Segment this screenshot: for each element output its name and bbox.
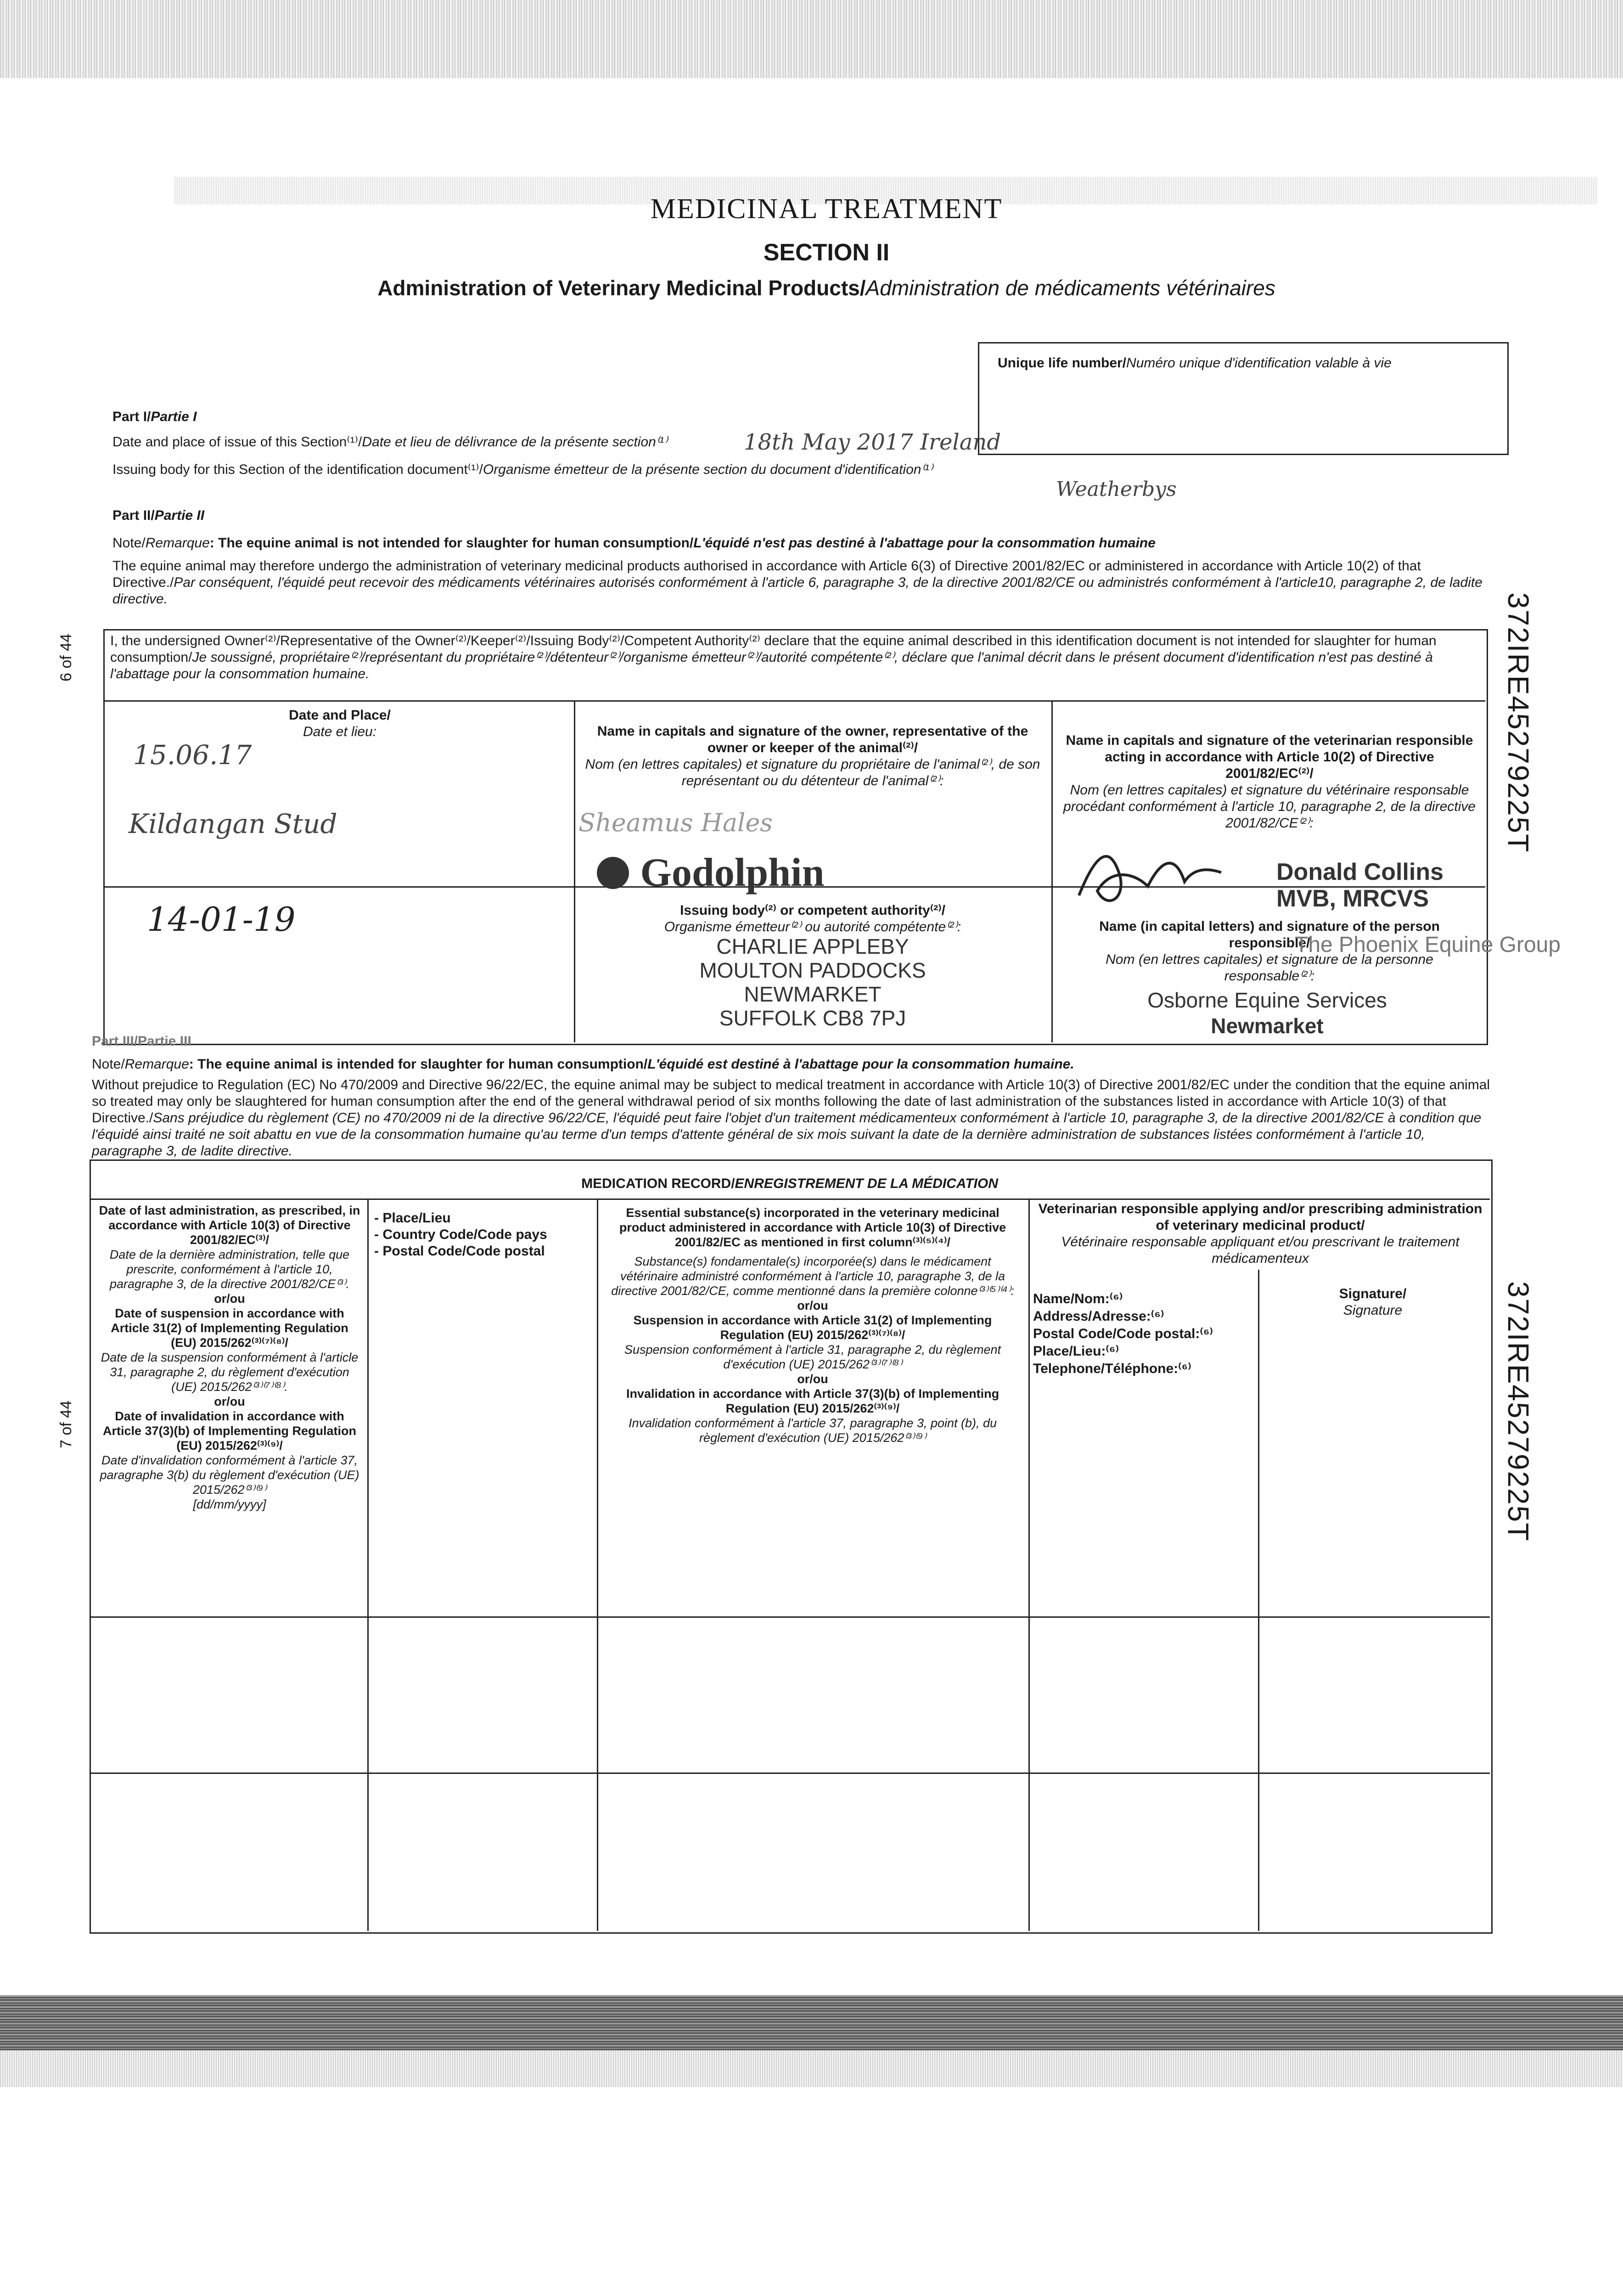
part2-heading	[112, 507, 204, 524]
part1-date-label-fr: Date et lieu de délivrance de la présente section⁽¹⁾	[362, 434, 668, 450]
col3-head-fr: Nom (en lettres capitales) et signature du vétérinaire responsable procédant conformément à l'article 10, paragraphe 2, de la directive 2001/82/CE⁽²⁾:	[1063, 782, 1476, 831]
part1-heading	[112, 409, 197, 425]
col1-handwritten-date: 15.06.17	[133, 739, 252, 771]
scan-noise-top	[0, 0, 1623, 78]
part2-para-fr: Par conséquent, l'équidé peut recevoir des médicaments vétérinaires autorisés conformément à l'article 6, paragraphe 3, de la directive 2001/82/CE ou administrés conformément à l'article10, paragraphe 2, de ladite directive.	[112, 575, 1483, 607]
part3-paragraph	[92, 1077, 1492, 1159]
ueln-margin-bottom: 372IRE45279225T	[1502, 1281, 1535, 1542]
c3-c-en: Invalidation in accordance with Article 37(3)(b) of Implementing Regulation (EU) 2015/262⁽³⁾⁽⁹⁾/	[626, 1387, 1000, 1415]
c3-or-2: or/ou	[797, 1372, 828, 1386]
col3-resp-en: Name (in capital letters) and signature of the person responsible/	[1099, 919, 1440, 951]
stamp-line-4: SUFFOLK CB8 7PJ	[719, 1006, 906, 1030]
vet-stamp	[1276, 859, 1443, 912]
c5-en: Signature/	[1339, 1286, 1407, 1301]
col3-head-en: Name in capitals and signature of the veterinarian responsible acting in accordance with Article 10(2) of Directive 2001/82/EC⁽²⁾/	[1066, 733, 1473, 781]
vet-name-label: Name/Nom:⁽⁶⁾	[1033, 1291, 1123, 1306]
medrecord-title-fr: ENREGISTREMENT DE LA MÉDICATION	[735, 1176, 998, 1191]
phoenix-stamp: The Phoenix Equine Group	[1295, 933, 1561, 957]
col2-owner-signature: Sheamus Hales	[578, 808, 773, 837]
page-number-7: 7 of 44	[57, 1401, 75, 1448]
part1-date-handwritten: 18th May 2017 Ireland	[744, 429, 1001, 455]
col2-issuing-label	[583, 902, 1042, 935]
col2-issuing-en: Issuing body⁽²⁾ or competent authority⁽²⁾/	[680, 903, 945, 918]
col2-head-fr: Nom (en lettres capitales) et signature du propriétaire de l'animal⁽²⁾, de son représentant ou du détenteur de l'animal⁽²⁾:	[585, 757, 1040, 788]
c1-or-2: or/ou	[214, 1395, 245, 1408]
vet-telephone-label: Telephone/Téléphone:⁽⁶⁾	[1033, 1361, 1191, 1376]
part3-note-en: Note/	[92, 1057, 125, 1072]
part2-heading-fr: Partie II	[154, 508, 205, 523]
c3-c-fr: Invalidation conformément à l'article 37, paragraphe 3, point (b), du règlement d'exécution (UE) 2015/262⁽³⁾⁽⁹⁾	[628, 1416, 997, 1445]
part2-declaration-text	[110, 633, 1478, 682]
c2-place: - Place/Lieu	[374, 1210, 451, 1226]
c2-postal: - Postal Code/Code postal	[374, 1244, 545, 1259]
declaration-divider	[103, 700, 1485, 702]
godolphin-emblem-icon	[597, 857, 629, 889]
part3-note	[92, 1056, 1492, 1073]
part2-para-en: The equine animal may therefore undergo the administration of veterinary medicinal products authorised in accordance with Article 6(3) of Directive 2001/82/EC or administered in accordance with Article 10(2) of that Directive./	[112, 558, 1421, 590]
c1-a-fr: Date de la dernière administration, telle que prescrite, conformément à l'article 10, paragraphe 3, de la directive 2001/82/CE⁽³⁾.	[109, 1248, 350, 1291]
c3-or-1: or/ou	[797, 1299, 828, 1312]
col1-head-fr: Date et lieu:	[303, 724, 377, 739]
veterinarian-signature	[1070, 840, 1235, 918]
vet-address-label: Address/Adresse:⁽⁶⁾	[1033, 1309, 1164, 1324]
part3-heading: Part III/Partie III	[92, 1034, 191, 1049]
c1-date-format: [dd/mm/yyyy]	[193, 1497, 266, 1511]
medrecord-title-en: MEDICATION RECORD/	[581, 1176, 735, 1191]
scan-noise-bottom	[0, 1995, 1623, 2050]
declaration-col3-header	[1061, 732, 1478, 832]
vet-stamp-name: Donald Collins	[1276, 859, 1443, 885]
godolphin-logo	[597, 850, 1033, 895]
col3-resp-fr: Nom (en lettres capitales) et signature de la personne responsable⁽²⁾:	[1106, 952, 1433, 984]
medrecord-col1-header	[96, 1203, 363, 1512]
part1-issuing-line	[112, 461, 1214, 478]
part2-note-bold-fr: L'équidé n'est pas destiné à l'abattage pour la consommation humaine	[693, 535, 1156, 551]
part3-note-bold-en: : The equine animal is intended for slaughter for human consumption/	[189, 1057, 648, 1072]
part2-paragraph	[112, 558, 1490, 608]
c1-a-en: Date of last administration, as prescribed, in accordance with Article 10(3) of Directive 2001/82/EC⁽³⁾/	[99, 1204, 360, 1247]
section-subtitle	[230, 276, 1423, 300]
col1-head-en: Date and Place/	[289, 708, 391, 723]
vet-place-label: Place/Lieu:⁽⁶⁾	[1033, 1344, 1119, 1359]
part2-note	[112, 535, 1490, 551]
medrecord-vet-header	[1035, 1201, 1485, 1267]
c3-a-fr: Substance(s) fondamentale(s) incorporée(s) dans le médicament vétérinaire administré conformément à l'article 10, paragraphe 3, de la directive 2001/82/CE, comme mentionné dans la première colonne⁽³⁾⁽⁵⁾⁽⁴⁾:	[611, 1255, 1014, 1298]
vet-postal-label: Postal Code/Code postal:⁽⁶⁾	[1033, 1326, 1213, 1341]
declaration-col-divider-1	[574, 700, 575, 1042]
medrecord-col2-header	[374, 1210, 595, 1260]
col1-handwritten-place: Kildangan Stud	[129, 808, 337, 839]
c1-or-1: or/ou	[214, 1292, 245, 1306]
medrecord-col-divider-1	[367, 1199, 369, 1931]
c3-a-en: Essential substance(s) incorporated in the veterinary medicinal product administered in accordance with Article 10(3) of Directive 2001/82/EC as mentioned in first column⁽³⁾⁽⁵⁾⁽⁴⁾/	[619, 1206, 1006, 1249]
medrecord-col-divider-4	[1258, 1270, 1259, 1931]
c1-b-fr: Date de la suspension conformément à l'article 31, paragraphe 2, du règlement d'exécution (UE) 2015/262⁽³⁾⁽⁷⁾⁽⁸⁾.	[101, 1351, 359, 1394]
medrecord-col-divider-3	[1028, 1199, 1030, 1931]
godolphin-logo-text: Godolphin	[640, 850, 825, 895]
stamp-line-1: CHARLIE APPLEBY	[716, 934, 909, 958]
part1-issuing-label-en: Issuing body for this Section of the identification document⁽¹⁾/	[112, 462, 483, 477]
part1-issuing-label-fr: Organisme émetteur de la présente section du document d'identification⁽¹⁾	[483, 462, 933, 477]
col2-issuing-fr: Organisme émetteur⁽²⁾ ou autorité compétente⁽²⁾:	[664, 919, 961, 934]
osborne-stamp-line-2: Newmarket	[1211, 1014, 1324, 1038]
part3-para-en: Without prejudice to Regulation (EC) No 470/2009 and Directive 96/22/EC, the equine animal may be subject to medical treatment in accordance with Article 10(3) of Directive 2001/82/EC under the condition that the equine animal so treated may only be slaughtered for human consumption after the end of the general withdrawal period of six months following the date of last administration of the substances listed in accordance with Article 10(3) of that Directive./	[92, 1077, 1490, 1125]
part2-heading-en: Part II/	[112, 508, 155, 523]
part3-note-bold-fr: L'équidé est destiné à l'abattage pour la consommation humaine.	[647, 1057, 1074, 1072]
c3-b-fr: Suspension conformément à l'article 31, paragraphe 2, du règlement d'exécution (UE) 2015/262⁽³⁾⁽⁷⁾⁽⁸⁾	[624, 1343, 1001, 1371]
medrecord-col3-header	[606, 1205, 1019, 1445]
part2-decl-en: I, the undersigned Owner⁽²⁾/Representative of the Owner⁽²⁾/Keeper⁽²⁾/Issuing Body⁽²⁾/Competent Authority⁽²⁾ declare that the equine animal described in this identification document is not intended for slaughter for human consumption/	[110, 633, 1437, 665]
c2-country: - Country Code/Code pays	[374, 1227, 547, 1242]
trainer-stamp	[583, 934, 1042, 1030]
part1-date-label-en: Date and place of issue of this Section⁽¹⁾/	[112, 434, 362, 450]
medrecord-signature-header	[1263, 1286, 1483, 1319]
subtitle-en: Administration of Veterinary Medicinal Products/	[377, 276, 866, 300]
part2-decl-fr: Je soussigné, propriétaire⁽²⁾/représentant du propriétaire⁽²⁾/détenteur⁽²⁾/organisme émetteur⁽²⁾/autorité compétente⁽²⁾, déclare que l'animal décrit dans le présent document d'identification n'est pas destiné à l'abattage pour la consommation humaine.	[110, 650, 1433, 681]
medrecord-row-divider-2	[90, 1773, 1490, 1774]
declaration-col1-header	[110, 707, 569, 740]
part2-note-fr: Remarque	[145, 535, 210, 551]
c3-b-en: Suspension in accordance with Article 31(2) of Implementing Regulation (EU) 2015/262⁽³⁾⁽⁷⁾⁽⁸⁾/	[633, 1313, 992, 1342]
declaration-col2-header	[583, 723, 1042, 789]
part1-heading-en: Part I/	[112, 409, 151, 424]
ueln-label-en: Unique life number/	[998, 355, 1127, 371]
c1-b-en: Date of suspension in accordance with Article 31(2) of Implementing Regulation (EU) 2015/262⁽³⁾⁽⁷⁾⁽⁸⁾/	[111, 1306, 348, 1350]
c1-c-en: Date of invalidation in accordance with Article 37(3)(b) of Implementing Regulation (EU) 2015/262⁽³⁾⁽⁹⁾/	[102, 1409, 357, 1452]
part3-para-fr: Sans préjudice du règlement (CE) no 470/2009 ni de la directive 96/22/CE, l'équidé peut faire l'objet d'un traitement médicamenteux conformément à l'article 10, paragraphe 3, de la directive 2001/82/CE à condition que l'équidé ainsi traité ne soit abattu en vue de la consommation humaine qu'au terme d'un temps d'attente général de six mois suivant la date de la dernière administration de substances listées conformément à l'article 10, paragraphe 3, de ladite directive.	[92, 1110, 1482, 1159]
subtitle-fr: Administration de médicaments vétérinaires	[865, 276, 1275, 300]
col1-handwritten-date-2: 14-01-19	[147, 900, 296, 939]
part2-note-bold-en: : The equine animal is not intended for slaughter for human consumption/	[209, 535, 694, 551]
section-title: SECTION II	[763, 239, 890, 266]
page-number-6: 6 of 44	[57, 634, 75, 681]
c5-fr: Signature	[1343, 1303, 1403, 1318]
osborne-stamp-line-1: Osborne Equine Services	[1147, 988, 1387, 1012]
declaration-col-divider-2	[1051, 700, 1053, 1042]
medrecord-row-divider-1	[90, 1616, 1490, 1618]
vet-stamp-quals: MVB, MRCVS	[1276, 885, 1429, 912]
ueln-label	[979, 343, 1507, 383]
medication-record-title	[90, 1176, 1490, 1192]
medrecord-vet-fields	[1033, 1290, 1253, 1378]
osborne-stamp	[1084, 987, 1451, 1039]
col2-head-en: Name in capitals and signature of the owner, representative of the owner or keeper of the animal⁽²⁾/	[597, 724, 1028, 755]
medrecord-col-divider-2	[597, 1199, 598, 1931]
c4-head-fr: Vétérinaire responsable appliquant et/ou prescrivant le traitement médicamenteux	[1061, 1234, 1460, 1266]
c4-head-en: Veterinarian responsible applying and/or prescribing administration of veterinary medicinal product/	[1038, 1201, 1483, 1233]
ueln-label-fr: Numéro unique d'identification valable à vie	[1126, 355, 1392, 371]
medrecord-title-divider	[90, 1199, 1490, 1200]
part3-note-fr: Remarque	[124, 1057, 189, 1072]
stamp-line-3: NEWMARKET	[744, 982, 882, 1006]
stamp-line-2: MOULTON PADDOCKS	[699, 958, 926, 982]
page-title: MEDICINAL TREATMENT	[650, 193, 1003, 225]
part1-issuing-handwritten: Weatherbys	[1056, 478, 1177, 501]
scan-noise-bottom-light	[0, 2050, 1623, 2087]
part2-note-en: Note/	[112, 535, 146, 551]
part1-heading-fr: Partie I	[151, 409, 197, 424]
ueln-margin-top: 372IRE45279225T	[1502, 592, 1535, 853]
c1-c-fr: Date d'invalidation conformément à l'article 37, paragraphe 3(b) du règlement d'exécution (UE) 2015/262⁽³⁾⁽⁹⁾	[100, 1453, 359, 1497]
ueln-box	[978, 342, 1509, 455]
